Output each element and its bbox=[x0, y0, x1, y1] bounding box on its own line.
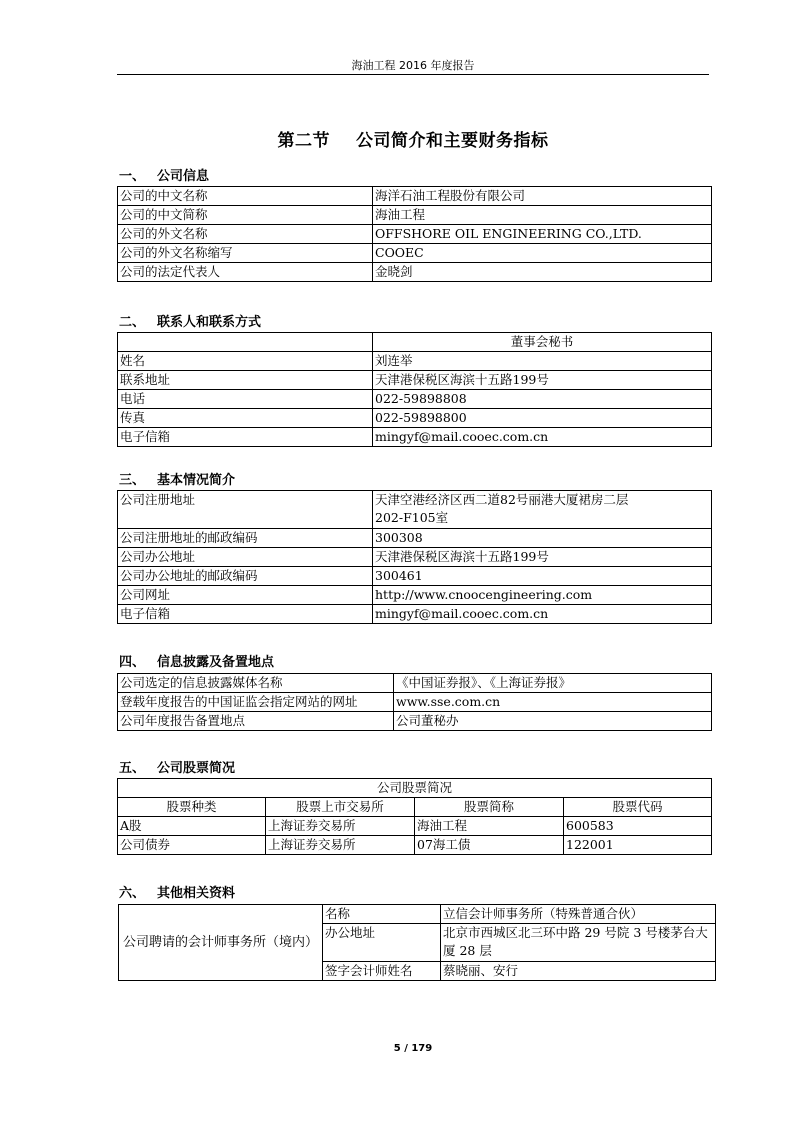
section-heading-6 bbox=[119, 882, 235, 901]
section-heading-1 bbox=[119, 165, 209, 184]
value-cell: mingyf@mail.cooec.com.cn bbox=[373, 605, 712, 624]
header-divider bbox=[117, 74, 709, 75]
table-header-row bbox=[118, 333, 712, 352]
table-row bbox=[118, 693, 712, 712]
value-cell: 天津港保税区海滨十五路199号 bbox=[373, 371, 712, 390]
value-cell: OFFSHORE OIL ENGINEERING CO.,LTD. bbox=[373, 225, 712, 244]
label-cell: 办公地址 bbox=[323, 924, 441, 962]
label-cell: 公司的中文简称 bbox=[118, 206, 373, 225]
value-cell: 刘连举 bbox=[373, 352, 712, 371]
value-cell: 300308 bbox=[373, 529, 712, 548]
label-cell: 公司注册地址的邮政编码 bbox=[118, 529, 373, 548]
table-cell: 122001 bbox=[564, 836, 712, 855]
label-cell: 公司的外文名称缩写 bbox=[118, 244, 373, 263]
table-row bbox=[118, 409, 712, 428]
label-cell: 联系地址 bbox=[118, 371, 373, 390]
section-number: 二、 bbox=[119, 315, 146, 330]
value-cell: 022-59898800 bbox=[373, 409, 712, 428]
label-cell: 公司办公地址 bbox=[118, 548, 373, 567]
value-cell bbox=[373, 491, 712, 529]
table-row bbox=[118, 712, 712, 731]
label-cell: 传真 bbox=[118, 409, 373, 428]
table-row bbox=[118, 567, 712, 586]
table-row bbox=[118, 244, 712, 263]
table-row bbox=[119, 905, 716, 924]
label-cell: 公司年度报告备置地点 bbox=[118, 712, 394, 731]
column-header: 股票代码 bbox=[564, 798, 712, 817]
label-cell: 名称 bbox=[323, 905, 441, 924]
label-cell: 公司选定的信息披露媒体名称 bbox=[118, 674, 394, 693]
column-header: 股票简称 bbox=[415, 798, 564, 817]
table-cell: 600583 bbox=[564, 817, 712, 836]
label-cell: 签字会计师姓名 bbox=[323, 962, 441, 981]
table-row bbox=[118, 263, 712, 282]
table-cell: 07海工债 bbox=[415, 836, 564, 855]
table-row bbox=[118, 390, 712, 409]
label-cell: 电子信箱 bbox=[118, 605, 373, 624]
value-cell: 《中国证券报》、《上海证券报》 bbox=[394, 674, 712, 693]
value-cell: 立信会计师事务所（特殊普通合伙） bbox=[441, 905, 716, 924]
table-title-row bbox=[118, 779, 712, 798]
table-cell: 海油工程 bbox=[415, 817, 564, 836]
section-title: 公司信息 bbox=[157, 169, 210, 184]
column-header: 董事会秘书 bbox=[373, 333, 712, 352]
table-row bbox=[118, 548, 712, 567]
value-cell: 天津港保税区海滨十五路199号 bbox=[373, 548, 712, 567]
column-header: 股票种类 bbox=[118, 798, 266, 817]
section-number: 一、 bbox=[119, 169, 146, 184]
section-number: 第二节 bbox=[277, 131, 330, 151]
section-number: 四、 bbox=[119, 655, 146, 670]
stock-table bbox=[117, 778, 712, 855]
label-cell: 电话 bbox=[118, 390, 373, 409]
label-cell: 公司注册地址 bbox=[118, 491, 373, 529]
empty-cell bbox=[118, 333, 373, 352]
section-title: 公司股票简况 bbox=[157, 761, 236, 776]
label-cell: 公司的法定代表人 bbox=[118, 263, 373, 282]
address-line: 天津空港经济区西二道82号丽港大厦裙房二层 bbox=[375, 492, 629, 507]
section-number: 六、 bbox=[119, 886, 146, 901]
section-number: 五、 bbox=[119, 761, 146, 776]
label-cell: 电子信箱 bbox=[118, 428, 373, 447]
value-cell: 北京市西城区北三环中路 29 号院 3 号楼茅台大厦 28 层 bbox=[441, 924, 716, 962]
table-row bbox=[118, 225, 712, 244]
other-info-table bbox=[118, 904, 716, 981]
value-cell: mingyf@mail.cooec.com.cn bbox=[373, 428, 712, 447]
section-heading-3 bbox=[119, 469, 235, 488]
value-cell: COOEC bbox=[373, 244, 712, 263]
table-header-row bbox=[118, 798, 712, 817]
value-cell: 022-59898808 bbox=[373, 390, 712, 409]
section-name: 公司简介和主要财务指标 bbox=[356, 131, 549, 151]
section-title: 其他相关资料 bbox=[157, 886, 236, 901]
table-row bbox=[118, 605, 712, 624]
table-row bbox=[118, 491, 712, 529]
table-row bbox=[118, 206, 712, 225]
section-title: 信息披露及备置地点 bbox=[157, 655, 275, 670]
section-heading-5 bbox=[119, 757, 235, 776]
section-title: 联系人和联系方式 bbox=[157, 315, 262, 330]
table-row bbox=[118, 428, 712, 447]
basic-info-table bbox=[117, 490, 712, 624]
section-number: 三、 bbox=[119, 473, 146, 488]
section-title: 基本情况简介 bbox=[157, 473, 236, 488]
table-row bbox=[118, 586, 712, 605]
disclosure-table bbox=[117, 673, 712, 731]
value-cell: 海油工程 bbox=[373, 206, 712, 225]
table-row bbox=[118, 817, 712, 836]
value-cell: http://www.cnoocengineering.com bbox=[373, 586, 712, 605]
value-cell: 300461 bbox=[373, 567, 712, 586]
section-heading-4 bbox=[119, 651, 274, 670]
label-cell: 姓名 bbox=[118, 352, 373, 371]
page-number: 5 / 179 bbox=[393, 1043, 433, 1054]
value-cell: www.sse.com.cn bbox=[394, 693, 712, 712]
table-cell: 公司债券 bbox=[118, 836, 266, 855]
value-cell: 海洋石油工程股份有限公司 bbox=[373, 187, 712, 206]
table-row bbox=[118, 371, 712, 390]
table-cell: 上海证券交易所 bbox=[266, 836, 415, 855]
value-cell: 公司董秘办 bbox=[394, 712, 712, 731]
table-title: 公司股票简况 bbox=[118, 779, 712, 798]
group-label-cell: 公司聘请的会计师事务所（境内） bbox=[119, 905, 323, 981]
page-title bbox=[117, 126, 709, 151]
label-cell: 公司办公地址的邮政编码 bbox=[118, 567, 373, 586]
label-cell: 公司的中文名称 bbox=[118, 187, 373, 206]
table-row bbox=[118, 674, 712, 693]
label-cell: 公司网址 bbox=[118, 586, 373, 605]
table-cell: A股 bbox=[118, 817, 266, 836]
page-header: 海油工程 2016 年度报告 bbox=[351, 59, 475, 72]
contact-table bbox=[117, 332, 712, 447]
column-header: 股票上市交易所 bbox=[266, 798, 415, 817]
table-row bbox=[118, 187, 712, 206]
company-info-table bbox=[117, 186, 712, 282]
table-cell: 上海证券交易所 bbox=[266, 817, 415, 836]
table-row bbox=[118, 352, 712, 371]
label-cell: 公司的外文名称 bbox=[118, 225, 373, 244]
value-cell: 金晓剑 bbox=[373, 263, 712, 282]
label-cell: 登载年度报告的中国证监会指定网站的网址 bbox=[118, 693, 394, 712]
address-line: 202-F105室 bbox=[375, 510, 449, 525]
section-heading-2 bbox=[119, 311, 261, 330]
table-row bbox=[118, 529, 712, 548]
value-cell: 蔡晓丽、安行 bbox=[441, 962, 716, 981]
table-row bbox=[118, 836, 712, 855]
